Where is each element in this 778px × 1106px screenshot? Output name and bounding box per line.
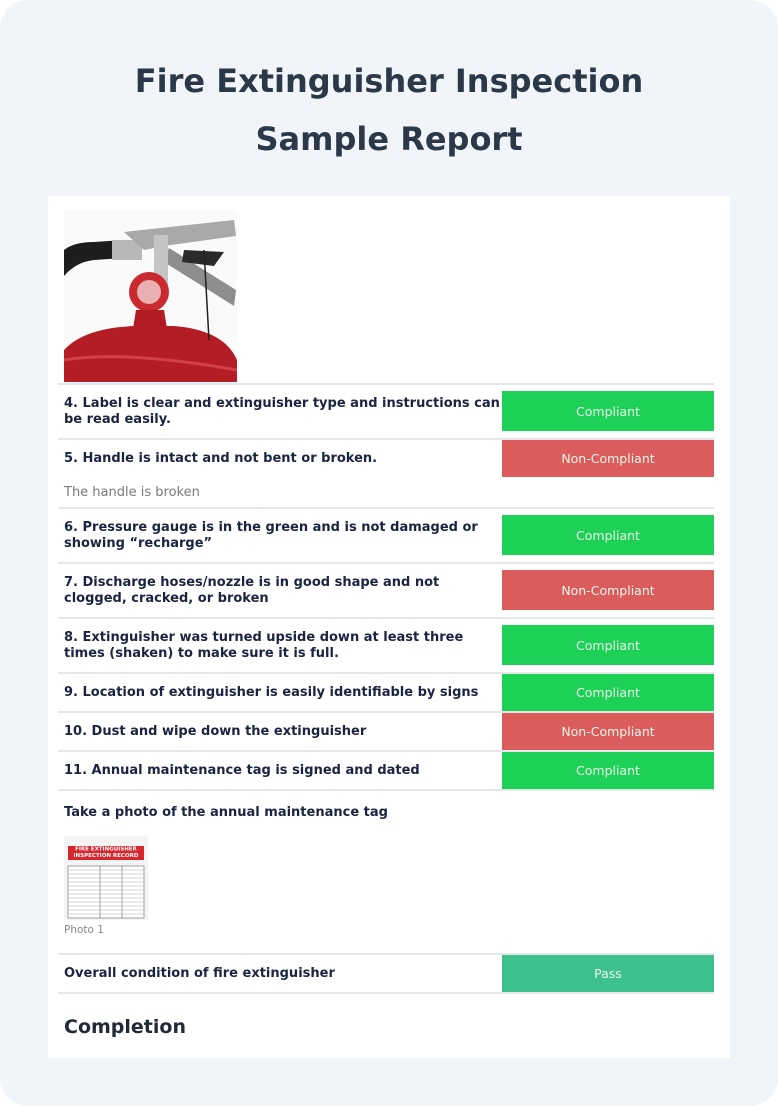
status-badge: Non-Compliant xyxy=(502,713,714,750)
question-text: 4. Label is clear and extinguisher type and instructions can be read easily. xyxy=(64,395,500,427)
tag-title-text: FIRE EXTINGUISHER INSPECTION RECORD xyxy=(73,846,139,859)
question-text: 9. Location of extinguisher is easily identifiable by signs xyxy=(64,684,479,700)
status-badge: Pass xyxy=(502,955,714,992)
photo-caption: Photo 1 xyxy=(64,924,104,936)
inspection-row xyxy=(58,383,714,438)
item-note: The handle is broken xyxy=(64,484,200,500)
inspection-row xyxy=(58,953,714,992)
status-badge: Compliant xyxy=(502,674,714,711)
title-line-1: Fire Extinguisher Inspection xyxy=(134,62,644,100)
status-badge: Compliant xyxy=(502,391,714,431)
question-text: 11. Annual maintenance tag is signed and dated xyxy=(64,762,420,778)
title-line-2: Sample Report xyxy=(255,120,523,158)
inspection-items xyxy=(58,383,714,994)
inspection-row xyxy=(58,617,714,672)
status-badge: Non-Compliant xyxy=(502,570,714,610)
divider xyxy=(58,992,714,994)
completion-heading: Completion xyxy=(64,1016,186,1038)
question-text: 5. Handle is intact and not bent or broken. xyxy=(64,450,378,466)
question-text: Overall condition of fire extinguisher xyxy=(64,965,335,981)
page-title xyxy=(0,52,778,168)
report-panel xyxy=(48,196,730,1058)
status-badge: Compliant xyxy=(502,625,714,665)
fire-extinguisher-photo xyxy=(64,210,237,382)
photo-label: Take a photo of the annual maintenance tag xyxy=(64,805,388,820)
inspection-row xyxy=(58,750,714,789)
question-text: 7. Discharge hoses/nozzle is in good shape and not clogged, cracked, or broken xyxy=(64,574,440,606)
inspection-row xyxy=(58,438,714,477)
photo-section xyxy=(58,789,714,953)
inspection-row xyxy=(58,711,714,750)
status-badge: Compliant xyxy=(502,515,714,555)
question-text: 6. Pressure gauge is in the green and is not damaged or showing “recharge” xyxy=(64,519,478,551)
status-badge: Non-Compliant xyxy=(502,440,714,477)
inspection-row xyxy=(58,562,714,617)
inspection-row xyxy=(58,672,714,711)
status-badge: Compliant xyxy=(502,752,714,789)
question-text: 8. Extinguisher was turned upside down at least three times (shaken) to make sure it is full. xyxy=(64,629,464,661)
inspection-row xyxy=(58,507,714,562)
question-text: 10. Dust and wipe down the extinguisher xyxy=(64,723,367,739)
